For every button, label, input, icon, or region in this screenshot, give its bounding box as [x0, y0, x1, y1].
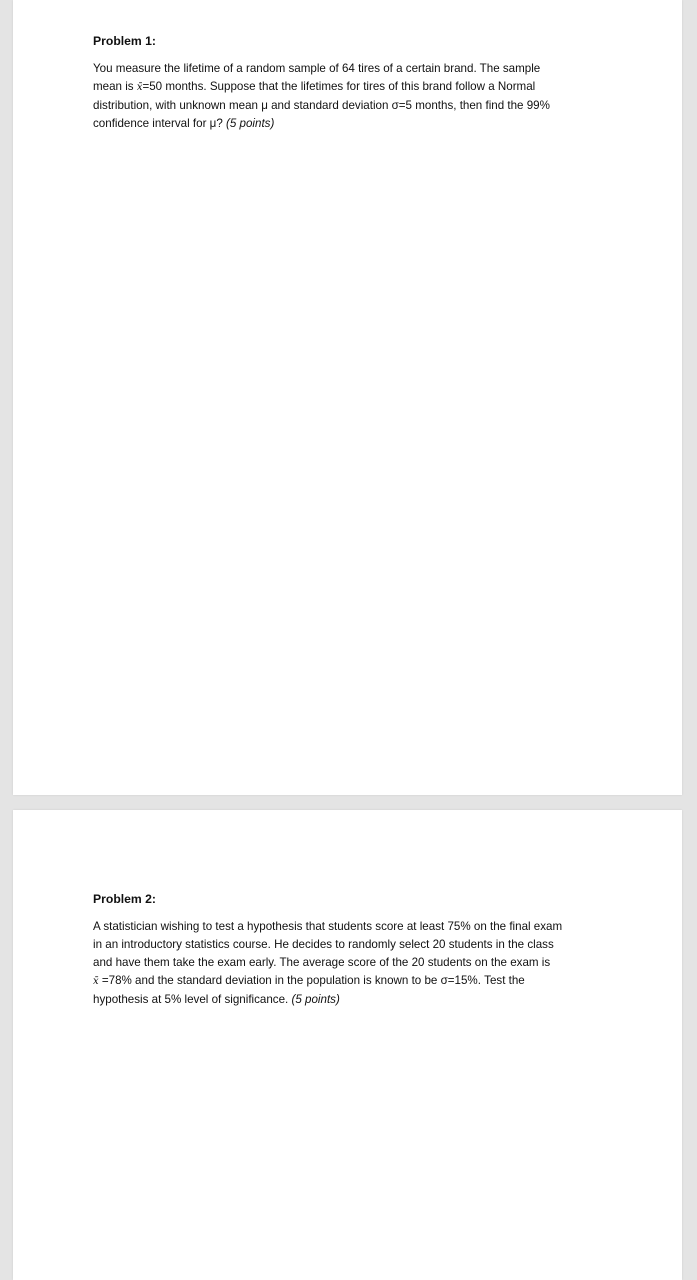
problem-1-line-2-start: mean is [93, 80, 137, 93]
problem-2-line-5 [93, 991, 603, 1009]
problem-2-line-1: A statistician wishing to test a hypothesis that students score at least 75% on the final exam [93, 920, 563, 933]
problem-1-line-2 [93, 78, 603, 97]
problem-2-body [93, 918, 603, 1009]
problem-2-points: (5 points) [291, 993, 340, 1006]
problem-1-line-4 [93, 115, 603, 133]
problem-1-body [93, 60, 603, 133]
problem-2-question: hypothesis at 5% level of significance. [93, 993, 292, 1006]
problem-2-title: Problem 2: [93, 892, 156, 906]
page-2 [13, 810, 682, 1280]
problem-2-line-4 [93, 972, 603, 991]
problem-2-line-4-text: =78% and the standard deviation in the population is known to be σ=15%. Test the [98, 974, 525, 987]
problem-1-question: confidence interval for μ? [93, 117, 226, 130]
problem-1-line-3: distribution, with unknown mean μ and standard deviation σ=5 months, then find the 99% [93, 99, 550, 112]
problem-2 [93, 892, 603, 1009]
problem-2-line-3: and have them take the exam early. The average score of the 20 students on the exam is [93, 956, 551, 969]
page-1 [13, 0, 682, 795]
sample-mean-symbol: x̄ [93, 976, 99, 987]
problem-1 [93, 34, 603, 133]
problem-1-line-1: You measure the lifetime of a random sample of 64 tires of a certain brand. The sample [93, 62, 541, 75]
problem-2-line-2: in an introductory statistics course. He decides to randomly select 20 students in the class [93, 938, 554, 951]
problem-1-line-2-end: =50 months. Suppose that the lifetimes for tires of this brand follow a Normal [142, 80, 536, 93]
problem-1-title: Problem 1: [93, 34, 156, 48]
sample-mean-symbol: x̄ [136, 82, 143, 93]
problem-1-points: (5 points) [226, 117, 275, 130]
